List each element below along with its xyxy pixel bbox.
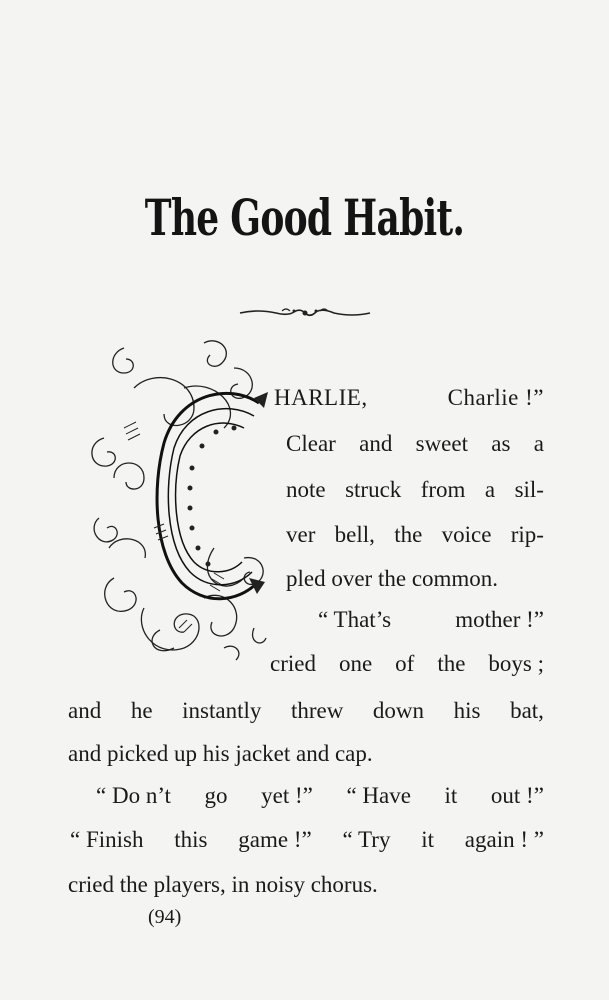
word: rip- <box>510 522 544 547</box>
word: instantly <box>182 698 262 723</box>
word: as <box>491 431 511 456</box>
text-line-4 <box>286 523 544 546</box>
word: game !” <box>238 827 312 852</box>
word: sweet <box>415 431 468 456</box>
word: yet !” <box>261 783 313 808</box>
word: a <box>533 431 544 456</box>
text-line-9: and picked up his jacket and cap. <box>68 741 373 766</box>
word: of <box>395 651 415 676</box>
word: the <box>394 522 423 547</box>
word: “ Try <box>342 827 391 852</box>
word: Charlie !” <box>447 385 544 410</box>
word: voice <box>441 522 492 547</box>
text-line-11 <box>70 828 544 851</box>
word: bat, <box>510 698 544 723</box>
word: from <box>420 477 466 502</box>
text-line-10 <box>96 784 544 807</box>
word: go <box>204 783 228 808</box>
word: sil- <box>514 477 544 502</box>
ornate-dropcap-c <box>84 328 274 678</box>
word: threw <box>290 698 344 723</box>
text-line-2 <box>286 432 544 455</box>
word: again ! ” <box>464 827 544 852</box>
word: it <box>444 783 458 808</box>
word: down <box>372 698 425 723</box>
title-ornament <box>238 306 372 320</box>
word: bell, <box>334 522 375 547</box>
word: one <box>338 651 373 676</box>
word: note <box>286 477 326 502</box>
text-line-7 <box>270 652 544 675</box>
word: mother !” <box>455 607 544 632</box>
text-line-1 <box>274 386 544 409</box>
word: a <box>484 477 496 502</box>
text-line-8 <box>68 699 544 722</box>
word: boys ; <box>488 651 544 676</box>
word: “ Do n’t <box>96 783 171 808</box>
page-number: (94) <box>148 906 182 928</box>
word: the <box>437 651 466 676</box>
text-line-6 <box>318 608 544 631</box>
word: HARLIE, <box>274 385 368 410</box>
word: Clear <box>286 431 336 456</box>
word: this <box>174 827 208 852</box>
word: struck <box>345 477 402 502</box>
word: “ Finish <box>70 827 144 852</box>
word: and <box>359 431 393 456</box>
word: “ That’s <box>318 607 392 632</box>
word: cried <box>270 651 316 676</box>
chapter-title: The Good Habit. <box>144 188 465 247</box>
text-line-5: pled over the common. <box>286 566 499 591</box>
word: out !” <box>490 783 544 808</box>
word: he <box>130 698 153 723</box>
word: it <box>421 827 435 852</box>
word: his <box>453 698 481 723</box>
word: and <box>68 698 102 723</box>
text-line-12: cried the players, in noisy chorus. <box>68 872 378 897</box>
text-line-3 <box>286 478 544 501</box>
word: ver <box>286 522 316 547</box>
word: “ Have <box>346 783 411 808</box>
